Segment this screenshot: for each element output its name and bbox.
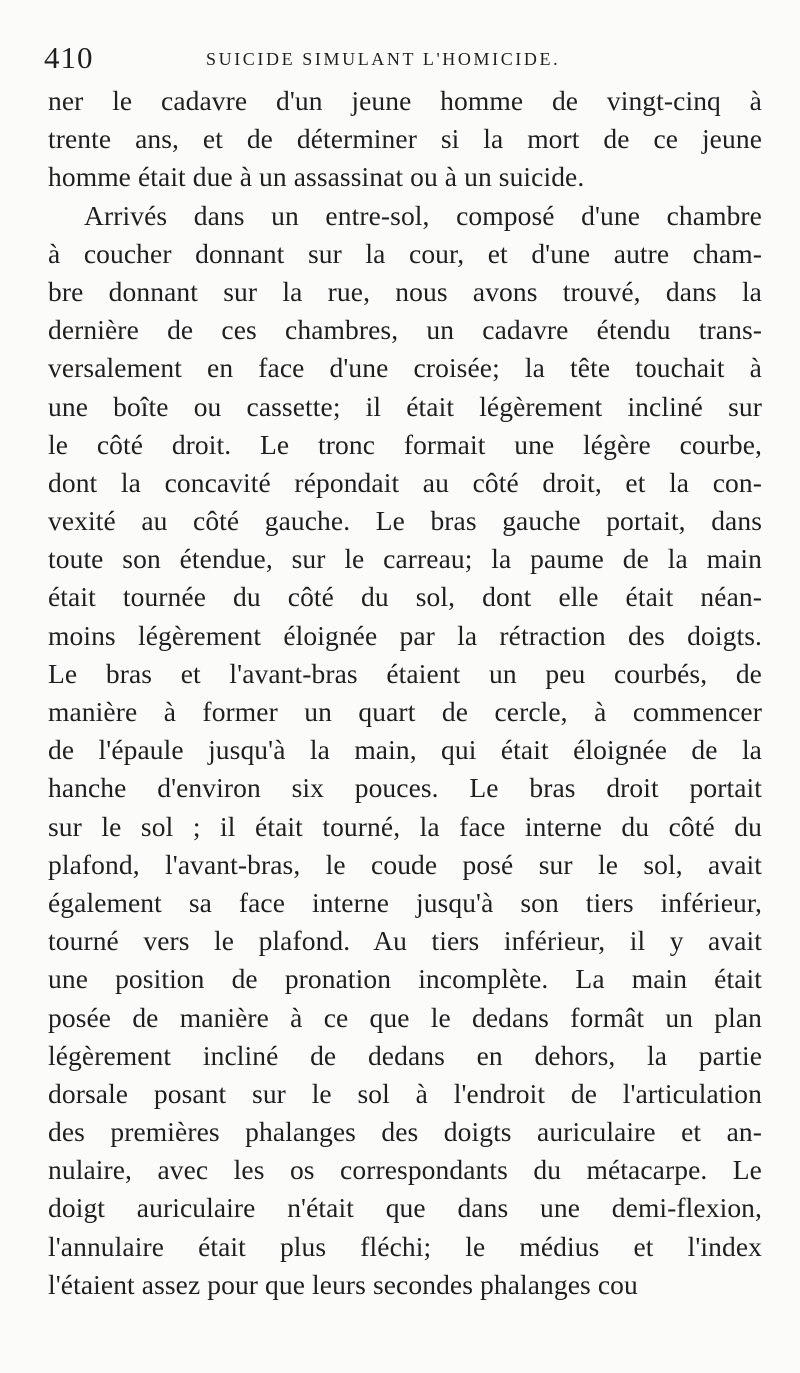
- text-line: le côté droit. Le tronc formait une légère courbe,: [48, 428, 762, 460]
- text-line: plafond, l'avant-bras, le coude posé sur le sol, avait: [48, 848, 762, 880]
- text-line: trente ans, et de déterminer si la mort de ce jeune: [48, 123, 762, 155]
- text-line: Arrivés dans un entre-sol, composé d'une chambre: [84, 199, 762, 231]
- text-line: hanche d'environ six pouces. Le bras droit portait: [48, 772, 762, 804]
- text-line: manière à former un quart de cercle, à commencer: [48, 696, 762, 727]
- text-line: dont la concavité répondait au côté droit, et la con-: [48, 466, 762, 498]
- text-line: légèrement incliné de dedans en dehors, la partie: [48, 1039, 762, 1071]
- page-header: [44, 38, 764, 78]
- text-line: était tournée du côté du sol, dont elle était néan-: [48, 581, 762, 613]
- text-line: ner le cadavre d'un jeune homme de vingt-cinq à: [48, 85, 762, 116]
- text-line: posée de manière à ce que le dedans formât un plan: [48, 1001, 762, 1033]
- text-line: homme était due à un assassinat ou à un suicide.: [48, 161, 585, 193]
- text-line: à coucher donnant sur la cour, et d'une autre cham-: [48, 237, 762, 269]
- text-line: bre donnant sur la rue, nous avons trouvé, dans la: [48, 275, 762, 307]
- text-line: une boîte ou cassette; il était légèrement incliné sur: [48, 390, 762, 422]
- text-line: nulaire, avec les os correspondants du métacarpe. Le: [48, 1154, 762, 1186]
- text-line: l'étaient assez pour que leurs secondes phalanges cou: [48, 1268, 638, 1300]
- text-line: dorsale posant sur le sol à l'endroit de l'articulation: [48, 1077, 762, 1109]
- body-text: [48, 82, 762, 1304]
- text-line: tourné vers le plafond. Au tiers inférieur, il y avait: [48, 925, 762, 957]
- text-line: versalement en face d'une croisée; la tête touchait à: [48, 352, 762, 384]
- text-line: vexité au côté gauche. Le bras gauche portait, dans: [48, 505, 762, 537]
- text-line: l'annulaire était plus fléchi; le médius et l'index: [48, 1230, 762, 1262]
- text-line: toute son étendue, sur le carreau; la paume de la main: [48, 543, 762, 575]
- running-title: SUICIDE SIMULANT L'HOMICIDE.: [206, 49, 561, 69]
- text-line: de l'épaule jusqu'à la main, qui était éloignée de la: [48, 734, 762, 766]
- text-line: des premières phalanges des doigts auriculaire et an-: [48, 1116, 762, 1148]
- text-line: une position de pronation incomplète. La main était: [48, 963, 762, 995]
- text-line: moins légèrement éloignée par la rétraction des doigts.: [48, 619, 762, 651]
- page-number: 410: [44, 40, 94, 75]
- text-line: Le bras et l'avant-bras étaient un peu courbés, de: [48, 657, 762, 689]
- text-line: également sa face interne jusqu'à son tiers inférieur,: [48, 886, 762, 918]
- text-line: doigt auriculaire n'était que dans une demi-flexion,: [48, 1192, 762, 1224]
- text-line: sur le sol ; il était tourné, la face interne du côté du: [48, 810, 762, 842]
- text-line: dernière de ces chambres, un cadavre étendu trans-: [48, 314, 762, 346]
